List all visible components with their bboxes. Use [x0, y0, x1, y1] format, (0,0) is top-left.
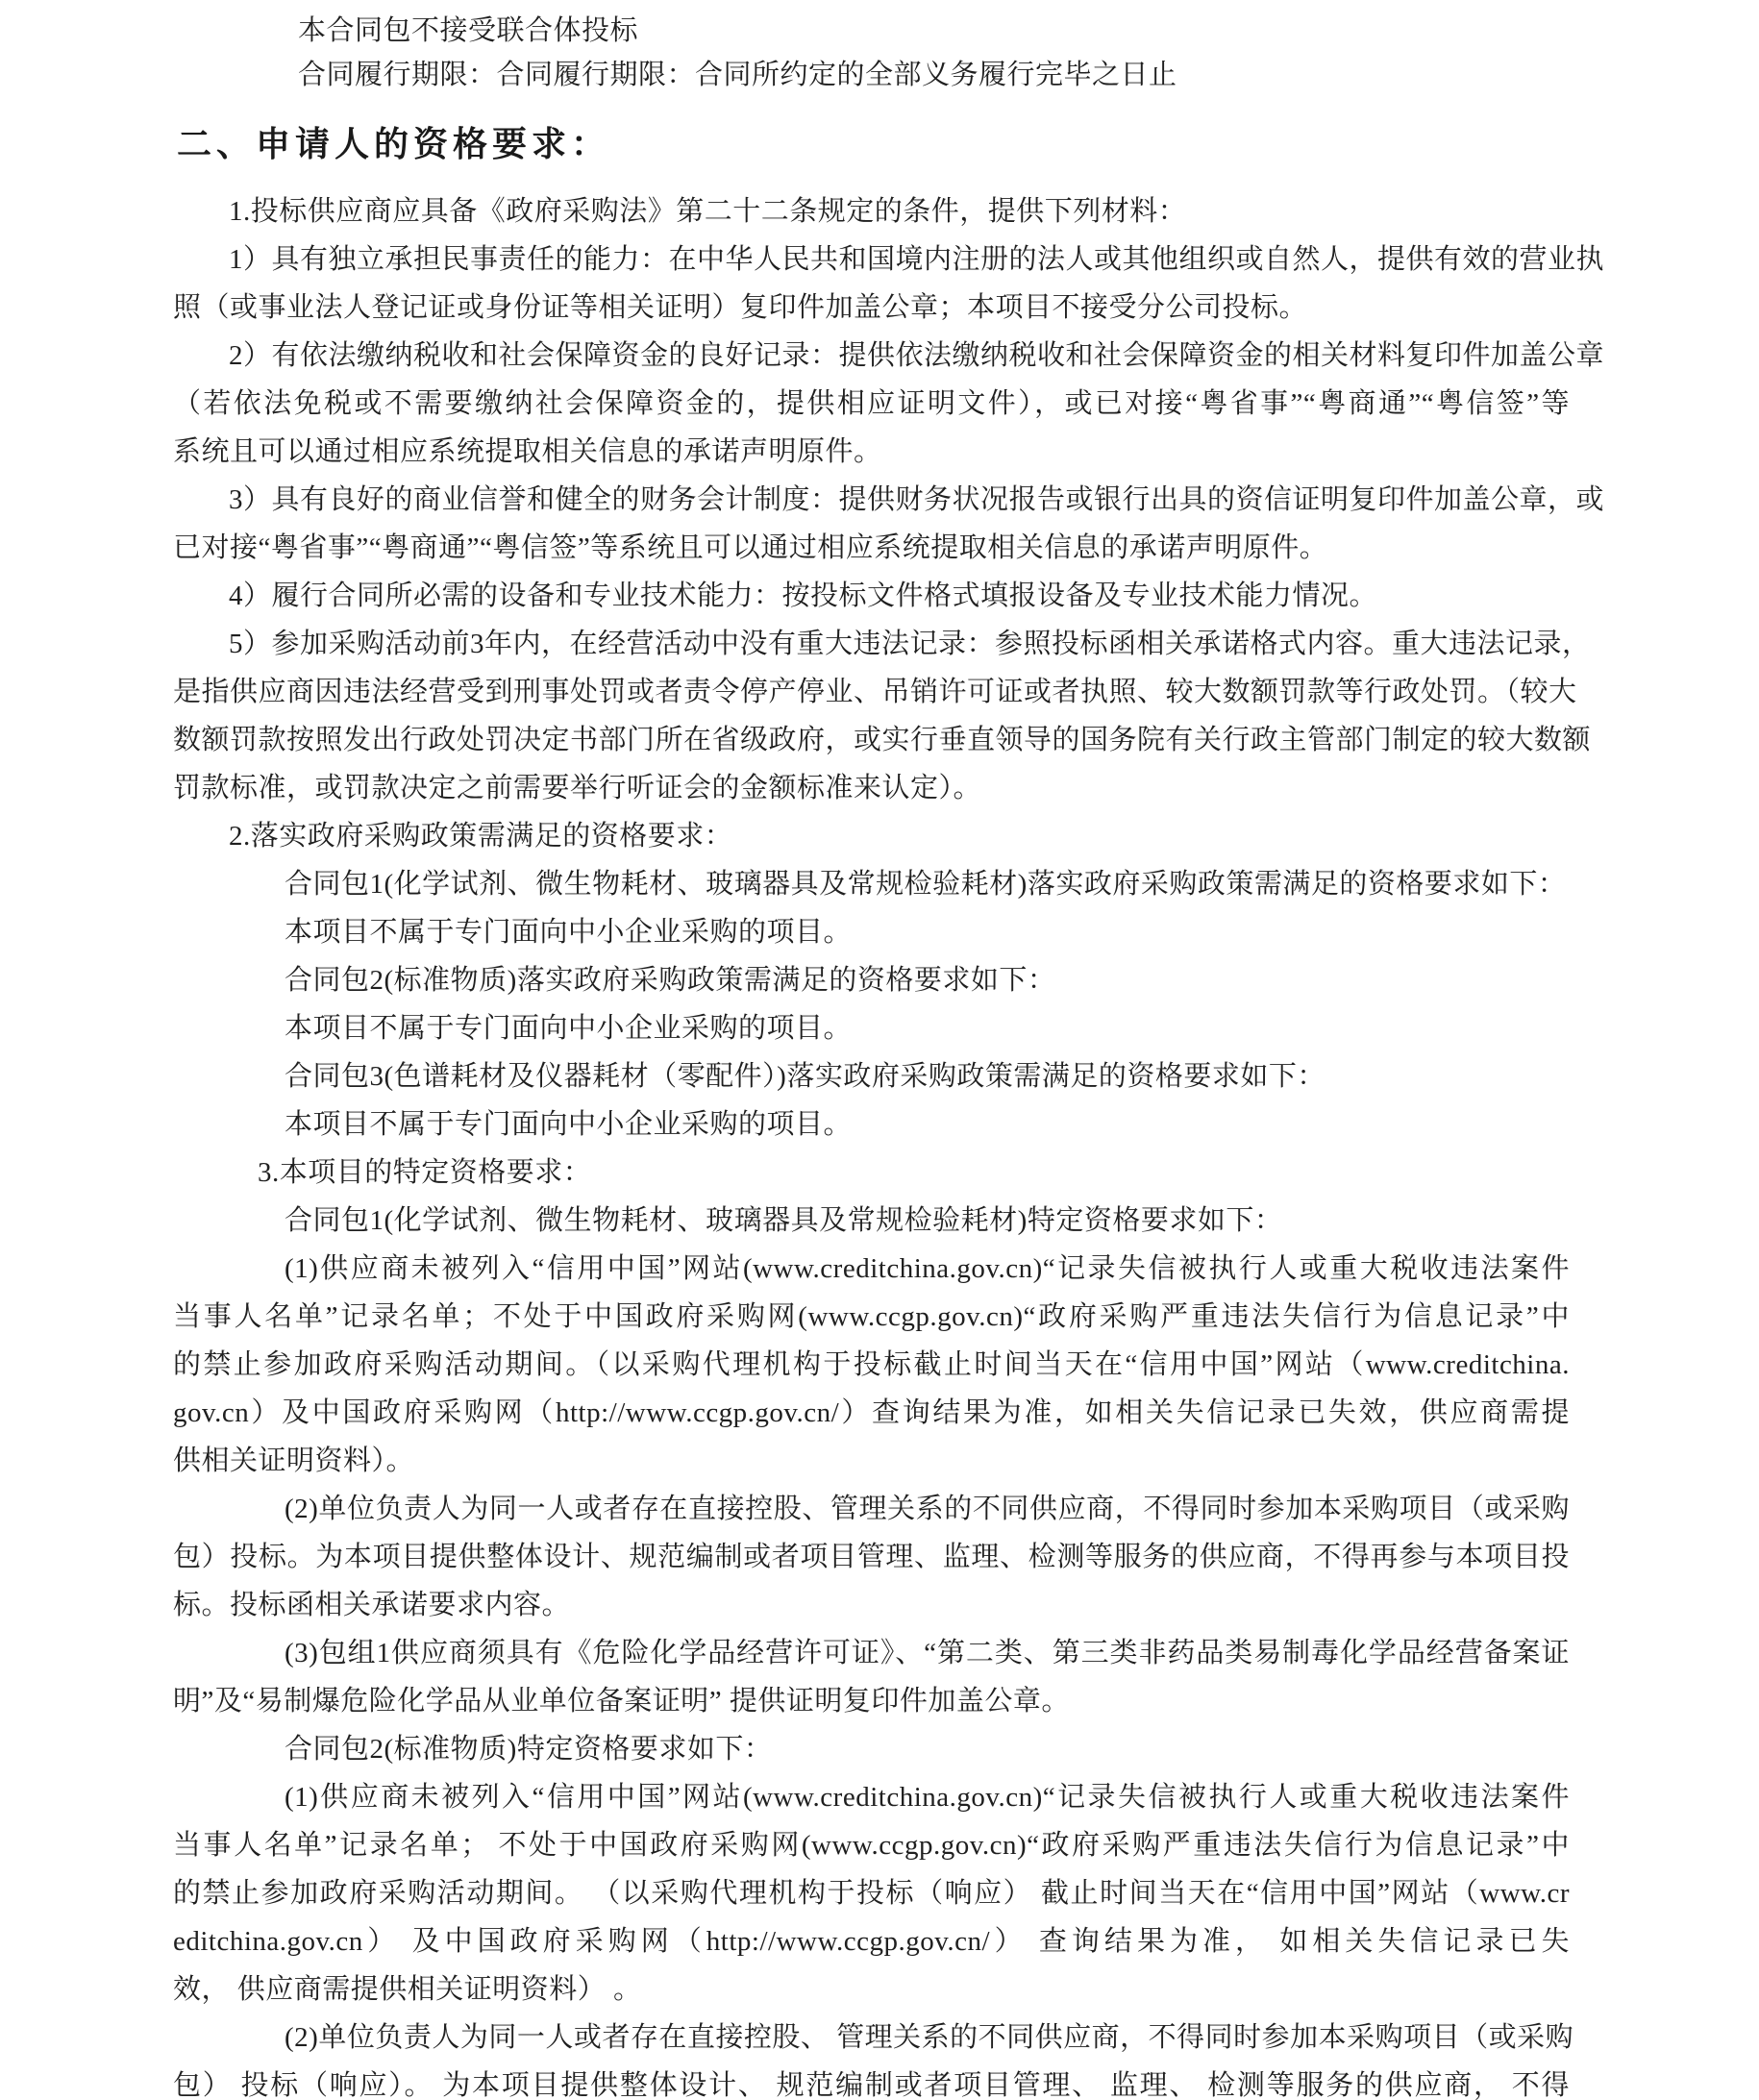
text-line: 系统且可以通过相应系统提取相关信息的承诺声明原件。: [173, 436, 882, 467]
text-line: 罚款标准，或罚款决定之前需要举行听证会的金额标准来认定）。: [173, 773, 982, 803]
text-line: (2)单位负责人为同一人或者存在直接控股、 管理关系的不同供应商，不得同时参加本采购项目（或采购: [285, 2022, 1574, 2053]
text-line: 的禁止参加政府采购活动期间。（以采购代理机构于投标截止时间当天在“信用中国”网站（www.creditchina.: [173, 1349, 1570, 1380]
text-line: 本合同包不接受联合体投标: [298, 15, 639, 46]
text-line: 合同包1(化学试剂、微生物耗材、玻璃器具及常规检验耗材)落实政府采购政策需满足的资格要求如下：: [285, 869, 1567, 900]
text-line: 3）具有良好的商业信誉和健全的财务会计制度：提供财务状况报告或银行出具的资信证明复印件加盖公章，或: [229, 484, 1605, 515]
text-line: 已对接“粤省事”“粤商通”“粤信签”等系统且可以通过相应系统提取相关信息的承诺声明原件。: [173, 532, 1328, 563]
text-line: 标。投标函相关承诺要求内容。: [173, 1590, 571, 1620]
text-line: 合同包3(色谱耗材及仪器耗材（零配件）)落实政府采购政策需满足的资格要求如下：: [285, 1061, 1325, 1092]
text-line: 供相关证明资料）。: [173, 1445, 415, 1476]
text-line: 照（或事业法人登记证或身份证等相关证明）复印件加盖公章；本项目不接受分公司投标。: [173, 292, 1308, 323]
text-line: 包） 投标（响应）。 为本项目提供整体设计、 规范编制或者项目管理、 监理、 检测等服务的供应商， 不得: [173, 2070, 1570, 2100]
text-line: 合同包2(标准物质)落实政府采购政策需满足的资格要求如下：: [285, 965, 1056, 996]
text-line: 明”及“易制爆危险化学品从业单位备案证明” 提供证明复印件加盖公章。: [173, 1686, 1070, 1717]
text-line: 4）履行合同所必需的设备和专业技术能力：按投标文件格式填报设备及专业技术能力情况。: [229, 581, 1378, 611]
text-line: （若依法免税或不需要缴纳社会保障资金的，提供相应证明文件），或已对接“粤省事”“粤商通”“粤信签”等: [173, 388, 1570, 419]
text-line: (3)包组1供应商须具有《危险化学品经营许可证》、“第二类、第三类非药品类易制毒化学品经营备案证: [285, 1638, 1570, 1668]
text-line: 2.落实政府采购政策需满足的资格要求：: [229, 821, 733, 852]
text-line: 2）有依法缴纳税收和社会保障资金的良好记录：提供依法缴纳税收和社会保障资金的相关材料复印件加盖公章: [229, 340, 1605, 371]
text-line: (2)单位负责人为同一人或者存在直接控股、管理关系的不同供应商，不得同时参加本采购项目（或采购: [285, 1494, 1570, 1524]
text-line: gov.cn）及中国政府采购网（http://www.ccgp.gov.cn/）查询结果为准，如相关失信记录已失效，供应商需提: [173, 1397, 1570, 1428]
text-line: 是指供应商因违法经营受到刑事处罚或者责令停产停业、吊销许可证或者执照、较大数额罚款等行政处罚。（较大: [173, 677, 1577, 707]
text-line: 当事人名单”记录名单； 不处于中国政府采购网(www.ccgp.gov.cn)“政府采购严重违法失信行为信息记录”中: [173, 1830, 1570, 1861]
text-line: (1)供应商未被列入“信用中国”网站(www.creditchina.gov.cn)“记录失信被执行人或重大税收违法案件: [285, 1782, 1570, 1813]
text-line: editchina.gov.cn） 及中国政府采购网（http://www.ccgp.gov.cn/） 查询结果为准， 如相关失信记录已失: [173, 1926, 1570, 1957]
text-line: 当事人名单”记录名单；不处于中国政府采购网(www.ccgp.gov.cn)“政府采购严重违法失信行为信息记录”中: [173, 1301, 1570, 1332]
text-line: 本项目不属于专门面向中小企业采购的项目。: [285, 1013, 853, 1044]
text-line: 本项目不属于专门面向中小企业采购的项目。: [285, 917, 853, 948]
text-line: 3.本项目的特定资格要求：: [258, 1157, 592, 1188]
text-line: 本项目不属于专门面向中小企业采购的项目。: [285, 1109, 853, 1140]
text-line: 的禁止参加政府采购活动期间。 （以采购代理机构于投标（响应） 截止时间当天在“信用中国”网站（www.cr: [173, 1878, 1570, 1909]
text-line: 1.投标供应商应具备《政府采购法》第二十二条规定的条件，提供下列材料：: [229, 196, 1187, 227]
text-line: 5）参加采购活动前3年内，在经营活动中没有重大违法记录：参照投标函相关承诺格式内容。重大违法记录，: [229, 629, 1591, 659]
text-line: 1）具有独立承担民事责任的能力：在中华人民共和国境内注册的法人或其他组织或自然人，提供有效的营业执: [229, 244, 1605, 275]
text-line: 合同包1(化学试剂、微生物耗材、玻璃器具及常规检验耗材)特定资格要求如下：: [285, 1205, 1283, 1236]
section-heading: 二、申请人的资格要求：: [177, 125, 611, 163]
text-line: 合同包2(标准物质)特定资格要求如下：: [285, 1734, 773, 1765]
text-line: 效， 供应商需提供相关证明资料） 。: [173, 1974, 642, 2005]
text-line: 数额罚款按照发出行政处罚决定书部门所在省级政府，或实行垂直领导的国务院有关行政主管部门制定的较大数额: [173, 725, 1592, 755]
text-line: (1)供应商未被列入“信用中国”网站(www.creditchina.gov.cn)“记录失信被执行人或重大税收违法案件: [285, 1253, 1570, 1284]
text-line: 合同履行期限：合同履行期限：合同所约定的全部义务履行完毕之日止: [298, 60, 1177, 90]
text-line: 包）投标。为本项目提供整体设计、规范编制或者项目管理、监理、检测等服务的供应商，不得再参与本项目投: [173, 1542, 1570, 1572]
